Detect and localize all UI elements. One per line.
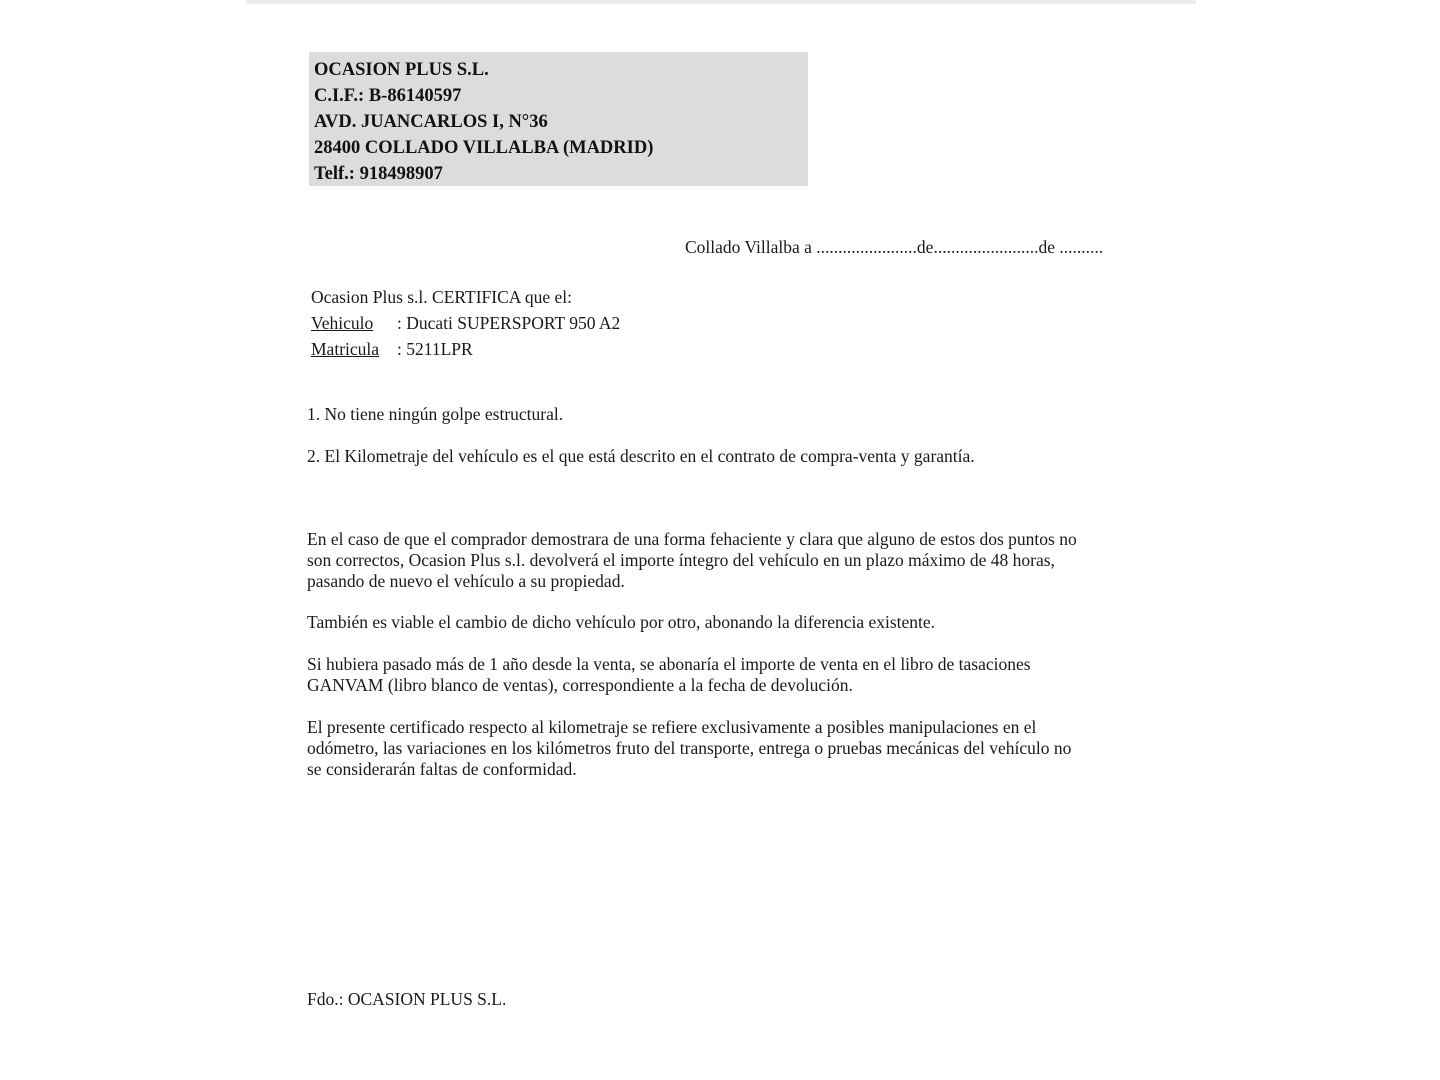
paragraph-line: El presente certificado respecto al kilometraje se refiere exclusivamente a posibles manipulaciones en el (307, 717, 1037, 737)
company-header-box (309, 52, 808, 186)
date-line: Collado Villalba a .......................de........................de .......... (685, 237, 1104, 257)
company-name: OCASION PLUS S.L. (314, 60, 489, 80)
plate-value: : 5211LPR (397, 339, 473, 359)
list-item-1: 1. No tiene ningún golpe estructural. (307, 404, 564, 424)
certification-block (311, 284, 620, 362)
paragraph-refund (307, 529, 1147, 592)
plate-field (311, 336, 620, 362)
plate-label: Matricula (311, 339, 380, 359)
company-phone: Telf.: 918498907 (314, 164, 443, 184)
paragraph-line: se considerarán faltas de conformidad. (307, 759, 577, 779)
paragraph-line: También es viable el cambio de dicho vehículo por otro, abonando la diferencia existente. (307, 612, 936, 632)
vehicle-value: : Ducati SUPERSPORT 950 A2 (397, 313, 621, 333)
page-top-edge (246, 0, 1196, 4)
signature-line: Fdo.: OCASION PLUS S.L. (307, 989, 507, 1009)
company-cif: C.I.F.: B-86140597 (314, 86, 462, 106)
paragraph-exchange (307, 612, 1147, 633)
paragraph-ganvam (307, 654, 1147, 696)
paragraph-line: pasando de nuevo el vehículo a su propiedad. (307, 571, 625, 591)
company-address: AVD. JUANCARLOS I, N°36 (314, 112, 548, 132)
paragraph-line: GANVAM (libro blanco de ventas), correspondiente a la fecha de devolución. (307, 675, 853, 695)
list-item-2: 2. El Kilometraje del vehículo es el que está descrito en el contrato de compra-venta y garantía. (307, 446, 975, 466)
certification-intro: Ocasion Plus s.l. CERTIFICA que el: (311, 287, 572, 307)
vehicle-field (311, 310, 620, 336)
vehicle-label: Vehiculo (311, 313, 374, 333)
paragraph-line: Si hubiera pasado más de 1 año desde la venta, se abonaría el importe de venta en el libro de tasaciones (307, 654, 1031, 674)
paragraph-line: son correctos, Ocasion Plus s.l. devolverá el importe íntegro del vehículo en un plazo máximo de 48 horas, (307, 550, 1055, 570)
paragraph-mileage-scope (307, 717, 1147, 780)
company-city: 28400 COLLADO VILLALBA (MADRID) (314, 138, 654, 158)
paragraph-line: odómetro, las variaciones en los kilómetros fruto del transporte, entrega o pruebas mecánicas del vehículo no (307, 738, 1072, 758)
paragraph-line: En el caso de que el comprador demostrara de una forma fehaciente y clara que alguno de estos dos puntos no (307, 529, 1077, 549)
